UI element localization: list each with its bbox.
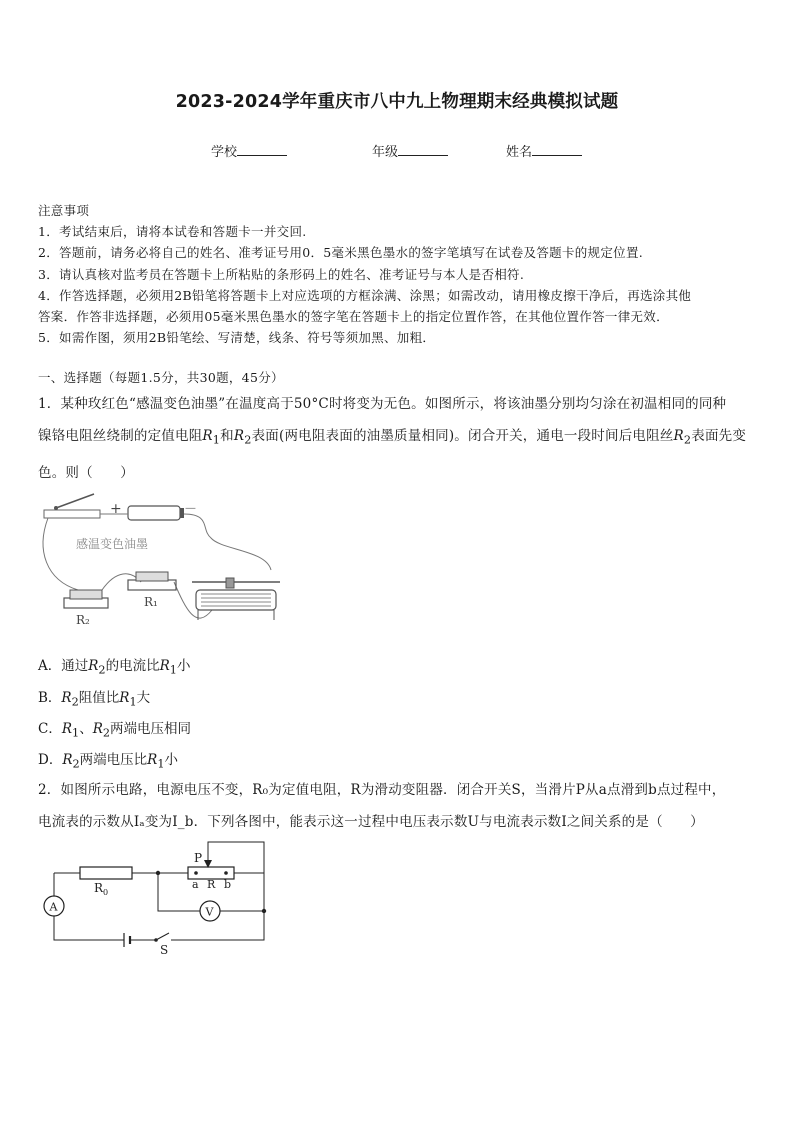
q1-option-b[interactable]: B．$R_2$阻值比$R_1$大 [38,690,151,709]
name-field[interactable] [506,141,582,160]
question-1-text [38,388,763,489]
q1-circuit-figure [36,490,286,635]
battery-minus-label: － [184,502,198,517]
battery-plus-label: + [110,501,122,517]
notice-item: 2．答题前，请务必将自己的姓名、准考证号用0．5毫米黑色墨水的签字笔填写在试卷及答题卡的规定位置. [38,245,644,261]
switch-base [44,510,100,518]
rheostat-body [196,590,276,610]
switch-label: S [160,943,169,957]
grade-field[interactable] [372,141,448,160]
rheostat-slider [226,578,234,588]
notice-item: 4．作答选择题，必须用2B铅笔将答题卡上对应选项的方框涂满、涂黑；如需改动，请用橡皮擦干净后，再选涂其他 [38,287,692,303]
name-label: 姓名 [506,145,533,160]
student-info-row [0,141,794,161]
question-2-text [38,774,763,838]
switch-lever [56,494,94,508]
voltmeter-label: V [205,905,214,919]
resistor-r1-coil [136,572,168,581]
section-heading: 一、选择题（每题1.5分，共30题，45分） [38,370,284,385]
r0-resistor [80,867,132,879]
notice-block [38,200,758,348]
school-label: 学校 [211,145,238,160]
q1-option-a[interactable]: A．通过$R_2$的电流比$R_1$小 [38,658,191,677]
q1-line-3: 色。则（ ） [38,464,134,481]
name-blank[interactable] [532,142,582,156]
page-title: 2023-2024学年重庆市八中九上物理期末经典模拟试题 [175,92,619,112]
battery-1 [128,506,180,520]
r1-label: R₁ [144,595,158,609]
q2-circuit-figure [36,840,276,960]
notice-item: 1．考试结束后，请将本试卷和答题卡一并交回. [38,224,307,240]
label-p: P [194,851,203,865]
r0-label: R [94,881,104,895]
q1-line-2: 镍铬电阻丝绕制的定值电阻$R_1$和$R_2$表面(两电阻表面的油墨质量相同)。闭合开关，通电一段时间后电阻丝$R_2$表面先变 [38,428,747,447]
label-b: b [224,878,232,891]
q2-line-2: 电流表的示数从Iₐ变为I_b．下列各图中，能表示这一过程中电压表示数U与电流表示数I之间关系的是（ ） [38,814,704,830]
school-blank[interactable] [237,142,287,156]
r2-label: R₂ [76,613,90,627]
label-r: R [207,878,216,891]
q1-option-d[interactable]: D．$R_2$两端电压比$R_1$小 [38,752,179,771]
switch-s [156,933,169,940]
q1-line-1: 1．某种玫红色“感温变色油墨”在温度高于50°C时将变为无色。如图所示，将该油墨分别均匀涂在初温相同的同种 [38,396,727,412]
ammeter-label: A [49,900,58,914]
resistor-r2-coil [70,590,102,599]
grade-label: 年级 [372,145,399,160]
notice-heading: 注意事项 [38,203,90,218]
notice-item: 3．请认真核对监考员在答题卡上所粘贴的条形码上的姓名、准考证号与本人是否相符. [38,266,525,282]
notice-item: 5．如需作图，须用2B铅笔绘、写清楚，线条、符号等须加黑、加粗． [38,330,436,346]
grade-blank[interactable] [398,142,448,156]
ink-label: 感温变色油墨 [76,537,149,551]
q1-option-c[interactable]: C．$R_1$、$R_2$两端电压相同 [38,721,192,740]
q2-line-1: 2．如图所示电路，电源电压不变，R₀为定值电阻，R为滑动变阻器．闭合开关S，当滑片P从a点滑到b点过程中， [38,782,726,798]
svg-text:0: 0 [103,888,109,897]
notice-item: 答案．作答非选择题，必须用05毫米黑色墨水的签字笔在答题卡上的指定位置作答，在其他位置作答一律无效． [38,309,669,325]
label-a: a [192,878,199,891]
school-field[interactable] [211,141,287,160]
